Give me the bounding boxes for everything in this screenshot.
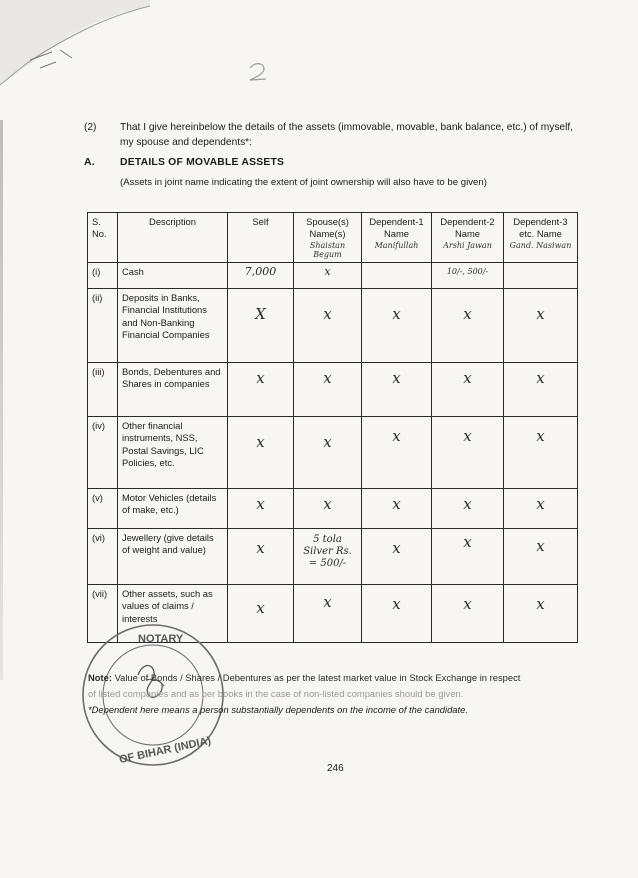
spouse-value: x bbox=[323, 432, 332, 451]
movable-assets-table bbox=[87, 212, 578, 643]
row-sno: (ii) bbox=[88, 288, 118, 362]
row-description: Bonds, Debentures and Shares in companies bbox=[118, 362, 228, 416]
row-description: Jewellery (give details of weight and value) bbox=[118, 528, 228, 584]
clause-text: That I give hereinbelow the details of the assets (immovable, movable, bank balance, etc.) of myself, my spouse and dependents*: bbox=[120, 122, 574, 148]
row-sno: (iii) bbox=[88, 362, 118, 416]
header-description: Description bbox=[118, 213, 228, 263]
row-spouse bbox=[294, 584, 362, 642]
dependent1-value: x bbox=[392, 538, 401, 557]
self-value: x bbox=[256, 494, 265, 513]
header-spouse bbox=[294, 213, 362, 263]
row-dependent1 bbox=[362, 362, 432, 416]
row-spouse bbox=[294, 288, 362, 362]
dependent1-handwritten-name: Manifullah bbox=[374, 240, 419, 250]
note-paragraph bbox=[88, 670, 588, 702]
table-row bbox=[88, 528, 578, 584]
row-self bbox=[228, 416, 294, 488]
dependent3-value: x bbox=[536, 304, 545, 323]
row-dependent2 bbox=[432, 528, 504, 584]
self-value: x bbox=[256, 598, 265, 617]
dependent3-value: x bbox=[536, 426, 545, 445]
row-sno: (i) bbox=[88, 262, 118, 288]
spouse-handwritten-name: Shaistan Begum bbox=[309, 240, 346, 259]
header-dependent2 bbox=[432, 213, 504, 263]
dependent2-value: x bbox=[463, 368, 472, 387]
section-letter: A. bbox=[84, 157, 95, 168]
note-text-line1: Value of Bonds / Shares / Debentures as per the latest market value in Stock Exchange in respect bbox=[114, 672, 521, 683]
table-row bbox=[88, 416, 578, 488]
spouse-value: x bbox=[323, 494, 332, 513]
spouse-value: x bbox=[323, 304, 332, 323]
header-dependent2-label: Dependent-2 Name bbox=[440, 216, 495, 240]
row-dependent3 bbox=[504, 488, 578, 528]
row-dependent2 bbox=[432, 416, 504, 488]
spouse-value: x bbox=[323, 592, 332, 611]
dependent3-handwritten-name: Gand. Nasiwan bbox=[509, 240, 572, 250]
clause-number: (2) bbox=[84, 122, 97, 133]
dependent2-value: x bbox=[463, 494, 472, 513]
row-dependent3 bbox=[504, 584, 578, 642]
torn-corner-decoration bbox=[0, 0, 150, 105]
row-dependent2 bbox=[432, 584, 504, 642]
row-dependent1 bbox=[362, 528, 432, 584]
header-dependent1-label: Dependent-1 Name bbox=[369, 216, 424, 240]
table-header-row bbox=[88, 213, 578, 263]
row-description: Other financial instruments, NSS, Postal Savings, LIC Policies, etc. bbox=[118, 416, 228, 488]
row-spouse bbox=[294, 528, 362, 584]
self-value: x bbox=[256, 368, 265, 387]
self-value: X bbox=[255, 304, 266, 323]
row-dependent2 bbox=[432, 488, 504, 528]
row-self bbox=[228, 584, 294, 642]
row-dependent1 bbox=[362, 416, 432, 488]
self-value: x bbox=[256, 538, 265, 557]
spouse-value: 5 tola Silver Rs. = 500/- bbox=[303, 533, 352, 569]
row-spouse bbox=[294, 488, 362, 528]
row-self bbox=[228, 288, 294, 362]
scan-edge bbox=[0, 120, 3, 680]
note-label: Note: bbox=[88, 672, 112, 683]
dependent1-value: x bbox=[392, 494, 401, 513]
dependent2-handwritten-name: Arshi Jawan bbox=[443, 240, 492, 250]
header-spouse-label: Spouse(s) Name(s) bbox=[306, 216, 349, 240]
row-dependent3 bbox=[504, 262, 578, 288]
row-sno: (v) bbox=[88, 488, 118, 528]
row-description: Other assets, such as values of claims / interests bbox=[118, 584, 228, 642]
dependent1-value: x bbox=[392, 426, 401, 445]
row-description: Cash bbox=[118, 262, 228, 288]
row-dependent3 bbox=[504, 416, 578, 488]
dependent2-value: x bbox=[463, 532, 472, 551]
row-dependent2 bbox=[432, 262, 504, 288]
row-self bbox=[228, 488, 294, 528]
row-dependent3 bbox=[504, 528, 578, 584]
row-spouse bbox=[294, 362, 362, 416]
row-dependent3 bbox=[504, 362, 578, 416]
handwritten-page-mark bbox=[244, 60, 274, 84]
row-spouse bbox=[294, 416, 362, 488]
table-row bbox=[88, 262, 578, 288]
row-description: Deposits in Banks, Financial Institutions and Non-Banking Financial Companies bbox=[118, 288, 228, 362]
dependent1-value: x bbox=[392, 368, 401, 387]
dependent3-value: x bbox=[536, 536, 545, 555]
note-text-line2: of listed companies and as per books in the case of non-listed companies should be given. bbox=[88, 688, 464, 699]
row-self bbox=[228, 262, 294, 288]
row-sno: (vii) bbox=[88, 584, 118, 642]
header-sno: S. No. bbox=[88, 213, 118, 263]
table-row bbox=[88, 362, 578, 416]
dependent2-value: x bbox=[463, 304, 472, 323]
self-value: 7,000 bbox=[244, 264, 277, 278]
row-dependent2 bbox=[432, 362, 504, 416]
section-title: DETAILS OF MOVABLE ASSETS bbox=[120, 157, 285, 168]
self-value: x bbox=[256, 432, 265, 451]
stamp-top-text: NOTARY bbox=[138, 633, 184, 645]
row-self bbox=[228, 528, 294, 584]
row-description: Motor Vehicles (details of make, etc.) bbox=[118, 488, 228, 528]
row-spouse bbox=[294, 262, 362, 288]
dependent2-value: 10/-, 500/- bbox=[446, 266, 489, 276]
table-row bbox=[88, 288, 578, 362]
page-number: 246 bbox=[327, 763, 344, 774]
dependent-footnote: *Dependent here means a person substantially dependents on the income of the candidate. bbox=[88, 704, 468, 715]
row-dependent1 bbox=[362, 584, 432, 642]
header-dependent3-label: Dependent-3 etc. Name bbox=[513, 216, 568, 240]
row-dependent1 bbox=[362, 488, 432, 528]
dependent3-value: x bbox=[536, 594, 545, 613]
dependent1-value: x bbox=[392, 304, 401, 323]
dependent3-value: x bbox=[536, 368, 545, 387]
dependent2-value: x bbox=[463, 426, 472, 445]
header-dependent3 bbox=[504, 213, 578, 263]
row-dependent1 bbox=[362, 288, 432, 362]
row-dependent2 bbox=[432, 288, 504, 362]
row-dependent3 bbox=[504, 288, 578, 362]
dependent3-value: x bbox=[536, 494, 545, 513]
row-self bbox=[228, 362, 294, 416]
spouse-value: x bbox=[324, 264, 331, 278]
stamp-bottom-text: OF BIHAR (INDIA) bbox=[118, 734, 213, 767]
table-row bbox=[88, 488, 578, 528]
header-self: Self bbox=[228, 213, 294, 263]
section-subtitle: (Assets in joint name indicating the extent of joint ownership will also have to be given) bbox=[120, 177, 487, 188]
spouse-value: x bbox=[323, 368, 332, 387]
row-sno: (vi) bbox=[88, 528, 118, 584]
dependent1-value: x bbox=[392, 594, 401, 613]
row-sno: (iv) bbox=[88, 416, 118, 488]
dependent2-value: x bbox=[463, 594, 472, 613]
header-dependent1 bbox=[362, 213, 432, 263]
row-dependent1 bbox=[362, 262, 432, 288]
